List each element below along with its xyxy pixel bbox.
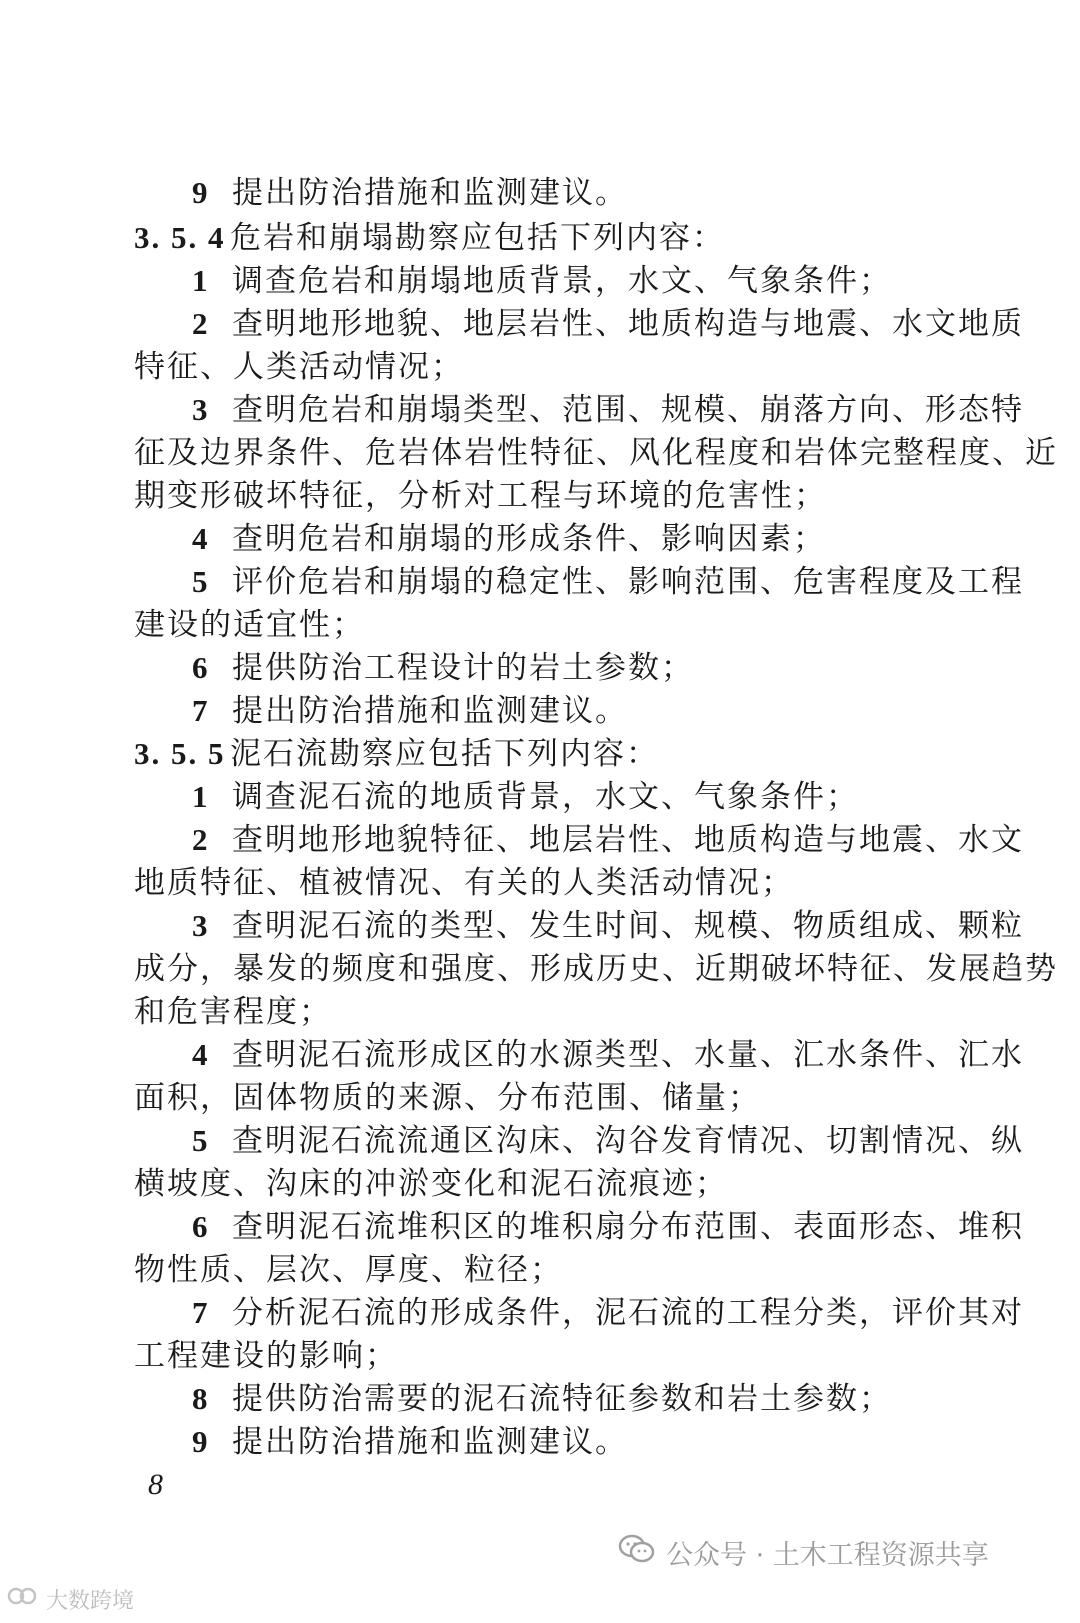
line-text: 期变形破坏特征，分析对工程与环境的危害性； xyxy=(134,478,827,514)
item-line xyxy=(134,388,1024,432)
page-number: 8 xyxy=(148,1468,163,1501)
item-number: 3 xyxy=(192,908,210,943)
continuation-line xyxy=(134,1248,934,1292)
line-text: 和危害程度； xyxy=(134,994,332,1030)
line-text: 成分，暴发的频度和强度、形成历史、近期破坏特征、发展趋势 xyxy=(134,951,1058,987)
line-text: 提出防治措施和监测建议。 xyxy=(232,1424,628,1460)
item-line xyxy=(134,775,934,819)
continuation-line xyxy=(134,1076,934,1120)
item-number: 3 xyxy=(192,392,210,427)
line-text: 提出防治措施和监测建议。 xyxy=(232,175,628,211)
item-number: 2 xyxy=(192,822,210,857)
line-text: 分析泥石流的形成条件，泥石流的工程分类，评价其对 xyxy=(232,1295,1024,1331)
continuation-line xyxy=(134,861,934,905)
line-text: 提供防治工程设计的岩土参数； xyxy=(232,650,694,686)
line-text: 查明地形地貌特征、地层岩性、地质构造与地震、水文 xyxy=(232,822,1024,858)
item-number: 5 xyxy=(192,1123,210,1158)
line-text: 建设的适宜性； xyxy=(134,607,365,643)
watermark-text: 公众号 · 土木工程资源共享 xyxy=(666,1539,989,1571)
item-line xyxy=(134,1205,1024,1249)
line-text: 地质特征、植被情况、有关的人类活动情况； xyxy=(134,865,794,901)
continuation-line xyxy=(134,431,1058,475)
item-number: 6 xyxy=(192,1209,210,1244)
item-line xyxy=(134,1420,934,1464)
line-text: 横坡度、沟床的冲淤变化和泥石流痕迹； xyxy=(134,1166,728,1202)
brand-logo-icon xyxy=(6,1584,42,1614)
line-text: 评价危岩和崩塌的稳定性、影响范围、危害程度及工程 xyxy=(232,564,1024,600)
item-line xyxy=(134,259,934,303)
line-text: 提供防治需要的泥石流特征参数和岩土参数； xyxy=(232,1381,892,1417)
line-text: 查明危岩和崩塌的形成条件、影响因素； xyxy=(232,521,826,557)
watermark-brand xyxy=(6,1582,134,1616)
line-text: 物性质、层次、厚度、粒径； xyxy=(134,1252,563,1288)
watermark-brand-text: 大数跨境 xyxy=(46,1588,135,1614)
line-text: 查明地形地貌、地层岩性、地质构造与地震、水文地质 xyxy=(232,306,1024,342)
item-line xyxy=(134,171,934,215)
item-line xyxy=(134,1291,1024,1335)
item-line xyxy=(134,517,934,561)
continuation-line xyxy=(134,947,1058,991)
item-number: 2 xyxy=(192,306,210,341)
item-line xyxy=(134,1033,1024,1077)
continuation-line xyxy=(134,345,934,389)
line-text: 查明泥石流堆积区的堆积扇分布范围、表面形态、堆积 xyxy=(232,1209,1024,1245)
line-text: 查明泥石流的类型、发生时间、规模、物质组成、颗粒 xyxy=(232,908,1024,944)
line-text: 工程建设的影响； xyxy=(134,1338,398,1374)
section-heading xyxy=(134,732,934,776)
section-heading xyxy=(134,216,934,260)
line-text: 面积，固体物质的来源、分布范围、储量； xyxy=(134,1080,761,1116)
item-number: 9 xyxy=(192,1424,210,1459)
item-line xyxy=(134,560,1024,604)
item-line xyxy=(134,818,1024,862)
continuation-line xyxy=(134,603,934,647)
item-line xyxy=(134,302,1024,346)
item-number: 4 xyxy=(192,1037,210,1072)
item-number: 1 xyxy=(192,779,210,814)
line-text: 调查泥石流的地质背景，水文、气象条件； xyxy=(232,779,859,815)
item-line xyxy=(134,904,1024,948)
item-number: 7 xyxy=(192,1295,210,1330)
item-number: 7 xyxy=(192,693,210,728)
item-line xyxy=(134,689,934,733)
item-number: 4 xyxy=(192,521,210,556)
continuation-line xyxy=(134,1162,934,1206)
line-text: 查明泥石流流通区沟床、沟谷发育情况、切割情况、纵 xyxy=(232,1123,1024,1159)
line-text: 危岩和崩塌勘察应包括下列内容： xyxy=(230,220,725,256)
continuation-line xyxy=(134,1334,934,1378)
item-number: 8 xyxy=(192,1381,210,1416)
line-text: 提出防治措施和监测建议。 xyxy=(232,693,628,729)
item-number: 5 xyxy=(192,564,210,599)
line-text: 调查危岩和崩塌地质背景，水文、气象条件； xyxy=(232,263,892,299)
item-line xyxy=(134,1119,1024,1163)
section-number: 3. 5. 5 xyxy=(134,736,226,771)
line-text: 查明泥石流形成区的水源类型、水量、汇水条件、汇水 xyxy=(232,1037,1024,1073)
item-number: 9 xyxy=(192,175,210,210)
line-text: 征及边界条件、危岩体岩性特征、风化程度和岩体完整程度、近 xyxy=(134,435,1058,471)
watermark-wechat xyxy=(618,1532,989,1572)
item-line xyxy=(134,1377,934,1421)
line-text: 特征、人类活动情况； xyxy=(134,349,464,385)
section-number: 3. 5. 4 xyxy=(134,220,226,255)
item-number: 6 xyxy=(192,650,210,685)
wechat-icon xyxy=(618,1533,656,1572)
item-line xyxy=(134,646,934,690)
continuation-line xyxy=(134,474,934,518)
item-number: 1 xyxy=(192,263,210,298)
line-text: 泥石流勘察应包括下列内容： xyxy=(230,736,659,772)
continuation-line xyxy=(134,990,934,1034)
line-text: 查明危岩和崩塌类型、范围、规模、崩落方向、形态特 xyxy=(232,392,1024,428)
